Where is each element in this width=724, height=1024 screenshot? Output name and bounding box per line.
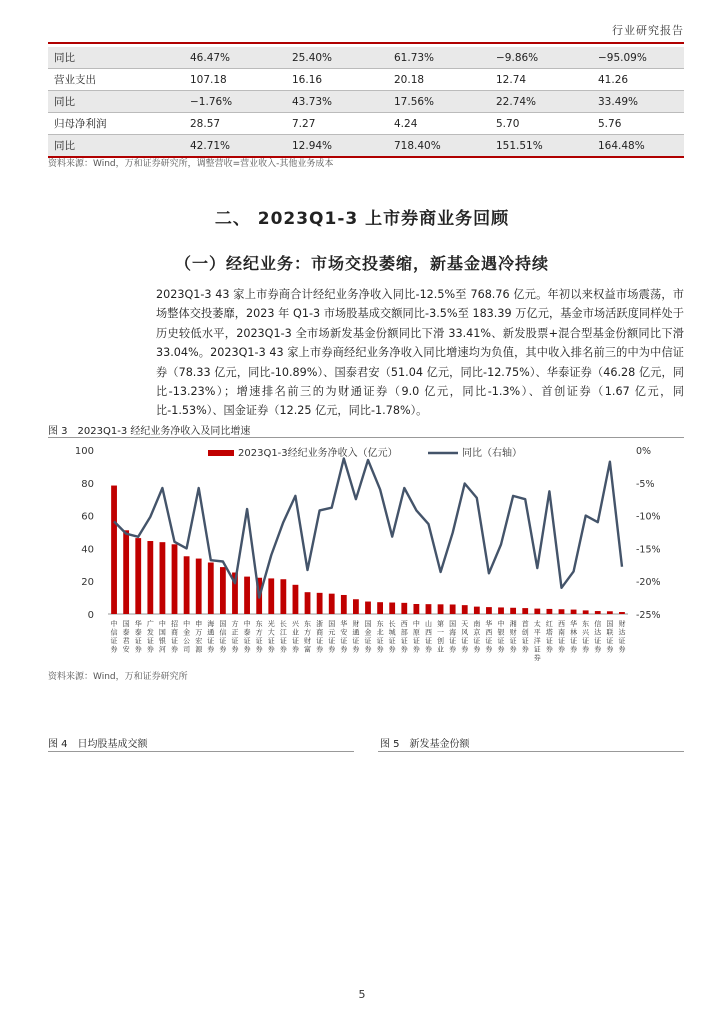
table-cell: 41.26 [592,69,684,91]
right-tick-label: -15% [636,544,661,556]
bar [546,609,552,614]
category-label: 广发证券 [146,620,154,654]
category-label: 信达证券 [594,620,602,654]
bar [196,559,202,614]
bar [595,611,601,614]
row-label: 同比 [48,91,184,113]
category-label: 兴业证券 [291,620,299,654]
category-label: 长江证券 [279,620,287,654]
left-tick-label: 20 [81,577,94,589]
bar [498,607,504,614]
bar [268,578,274,614]
table-cell: −9.86% [490,47,592,69]
header-rule [48,42,684,44]
bar [389,603,395,614]
table-row [48,69,684,91]
bar [377,602,383,614]
bar [317,593,323,614]
body-paragraph: 2023Q1-3 43 家上市券商合计经纪业务净收入同比-12.5%至 768.76 亿元。年初以来权益市场震荡，市场整体交投萎靡，2023 年 Q1-3 市场股基成交额同比-3.5%至 183.39 万亿元，基金市场活跃度同样处于历史较低水平，2023Q1-3 全市场新发基金份额同比下滑 33.41%、新发股票+混合型基金份额同比下滑 33.04%。2023Q1-3 43 家上市券商经纪业务净收入同比增速均为负值，其中收入排名前三的中为中信证券（78.33 亿元，同比-10.89%）、国泰君安（51.04 亿元，同比-12.75%）、华泰证券（46.28 亿元，同比-13.23%）；增速排名前三的为财通证券（9.0 亿元，同比-1.3%）、首创证券（1.67 亿元，同比-1.53%）、国金证券（12.25 亿元，同比-1.78%）。 [156,288,684,418]
row-label: 营业支出 [48,69,184,91]
category-label: 中信证券 [110,620,118,654]
category-label: 国泰君安 [122,620,130,654]
category-label: 国元证券 [328,620,336,654]
table-cell: 12.74 [490,69,592,91]
table-cell: −1.76% [184,91,286,113]
bar [160,542,166,614]
category-label: 东方财富 [304,620,312,654]
table-cell: 25.40% [286,47,388,69]
bar [522,608,528,614]
figure5-caption: 图 5 新发基金份额 [380,739,470,750]
bar [244,577,250,614]
right-tick-label: -10% [636,511,661,523]
category-label: 财通证券 [352,620,360,654]
category-label: 中银证券 [497,620,505,654]
right-tick-label: -5% [636,478,655,490]
bar [305,592,311,614]
table-cell: 22.74% [490,91,592,113]
bar [172,544,178,614]
bar [438,604,444,614]
category-label: 国金证券 [364,620,372,654]
bar [341,595,347,614]
bar [184,556,190,614]
report-type-label: 行业研究报告 [612,24,684,37]
category-label: 国联证券 [606,620,614,654]
category-label: 国海证券 [449,620,457,654]
table-cell: 107.18 [184,69,286,91]
legend-bar-swatch [208,450,234,456]
table-cell: 61.73% [388,47,490,69]
bar [474,607,480,614]
figure4-rule [48,751,354,752]
table-cell: 46.47% [184,47,286,69]
category-label: 天风证券 [461,620,469,654]
category-label: 东兴证券 [582,620,590,654]
yoy-line [114,459,622,598]
bar [365,602,371,614]
table-cell: 33.49% [592,91,684,113]
table-cell: 16.16 [286,69,388,91]
category-label: 华安证券 [340,620,348,654]
left-tick-label: 80 [81,478,94,490]
category-label: 中原证券 [412,620,420,654]
bar [111,486,117,614]
table-row [48,113,684,135]
category-label: 海通证券 [207,620,215,654]
category-label: 招商证券 [171,620,179,654]
category-label: 湘财证券 [509,620,517,654]
figure3-rule [48,437,684,438]
table-row [48,47,684,69]
row-label: 归母净利润 [48,113,184,135]
table-cell: 42.71% [184,135,286,158]
table-cell: 7.27 [286,113,388,135]
bar [583,610,589,614]
figure3-source: 资料来源：Wind，万和证券研究所 [48,672,188,682]
table-cell: 718.40% [388,135,490,158]
table-cell: 164.48% [592,135,684,158]
bar [607,611,613,614]
bar [293,585,299,614]
table-cell: 17.56% [388,91,490,113]
category-label: 首创证券 [521,620,529,654]
table-cell: 28.57 [184,113,286,135]
category-label: 南京证券 [473,620,481,654]
table-cell: 5.70 [490,113,592,135]
bar [135,538,141,614]
figure3-caption: 图 3 2023Q1-3 经纪业务净收入及同比增速 [48,426,251,437]
bar [426,604,432,614]
table-row [48,135,684,158]
bar [147,541,153,614]
category-label: 山西证券 [424,620,432,654]
category-label: 红塔证券 [545,620,553,654]
right-tick-label: 0% [636,446,652,457]
category-label: 西南证券 [557,620,565,654]
bar [486,607,492,614]
page-number: 5 [358,988,366,1001]
left-tick-label: 40 [81,544,94,556]
brokerage-income-chart [48,440,684,666]
table-row [48,91,684,113]
table-cell: 5.76 [592,113,684,135]
bar [329,594,335,614]
right-tick-label: -20% [636,577,661,589]
bar [401,603,407,614]
category-label: 浙商证券 [316,620,324,654]
bar [123,530,129,614]
bar [534,609,540,614]
bar [413,604,419,614]
table-cell: 12.94% [286,135,388,158]
category-label: 方正证券 [231,620,239,654]
figure4-caption: 图 4 日均股基成交额 [48,739,148,750]
category-label: 中泰证券 [243,620,251,654]
left-tick-label: 0 [87,610,94,621]
financial-table [48,47,684,158]
category-label: 财达证券 [618,620,626,654]
row-label: 同比 [48,47,184,69]
section-title: 二、 2023Q1-3 上市券商业务回顾 [214,209,510,229]
category-label: 光大证券 [267,620,275,654]
category-label: 华西证券 [485,620,493,654]
category-label: 太平洋证券 [533,620,541,662]
table-cell: 4.24 [388,113,490,135]
bar [353,599,359,614]
category-label: 中金公司 [183,620,191,654]
bar [571,610,577,614]
figure5-rule [378,751,684,752]
category-label: 申万宏源 [195,620,203,654]
bar [208,563,214,614]
category-label: 中国银河 [158,620,166,654]
bar [462,605,468,614]
bar [559,609,565,614]
category-label: 长城证券 [388,620,396,654]
left-tick-label: 60 [81,511,94,523]
legend-bar-label: 2023Q1-3经纪业务净收入（亿元） [238,448,398,459]
table-cell: 43.73% [286,91,388,113]
bar [280,579,286,614]
category-label: 东北证券 [376,620,384,654]
category-label: 东方证券 [255,620,263,654]
table-cell: −95.09% [592,47,684,69]
subsection-title: （一）经纪业务：市场交投萎缩，新基金遇冷持续 [174,254,549,273]
right-tick-label: -25% [636,610,661,621]
bar [450,604,456,614]
table-source-note: 资料来源：Wind，万和证券研究所，调整营收=营业收入-其他业务成本 [48,159,334,169]
table-cell: 151.51% [490,135,592,158]
category-label: 西部证券 [400,620,408,654]
category-label: 第一创业 [437,620,445,654]
left-tick-label: 100 [74,446,94,457]
table-cell: 20.18 [388,69,490,91]
bar [510,608,516,614]
category-label: 华林证券 [570,620,578,654]
row-label: 同比 [48,135,184,158]
category-label: 华泰证券 [134,620,142,654]
legend-line-label: 同比（右轴） [462,448,522,459]
category-label: 国信证券 [219,620,227,654]
bar [619,612,625,614]
bar [220,567,226,614]
